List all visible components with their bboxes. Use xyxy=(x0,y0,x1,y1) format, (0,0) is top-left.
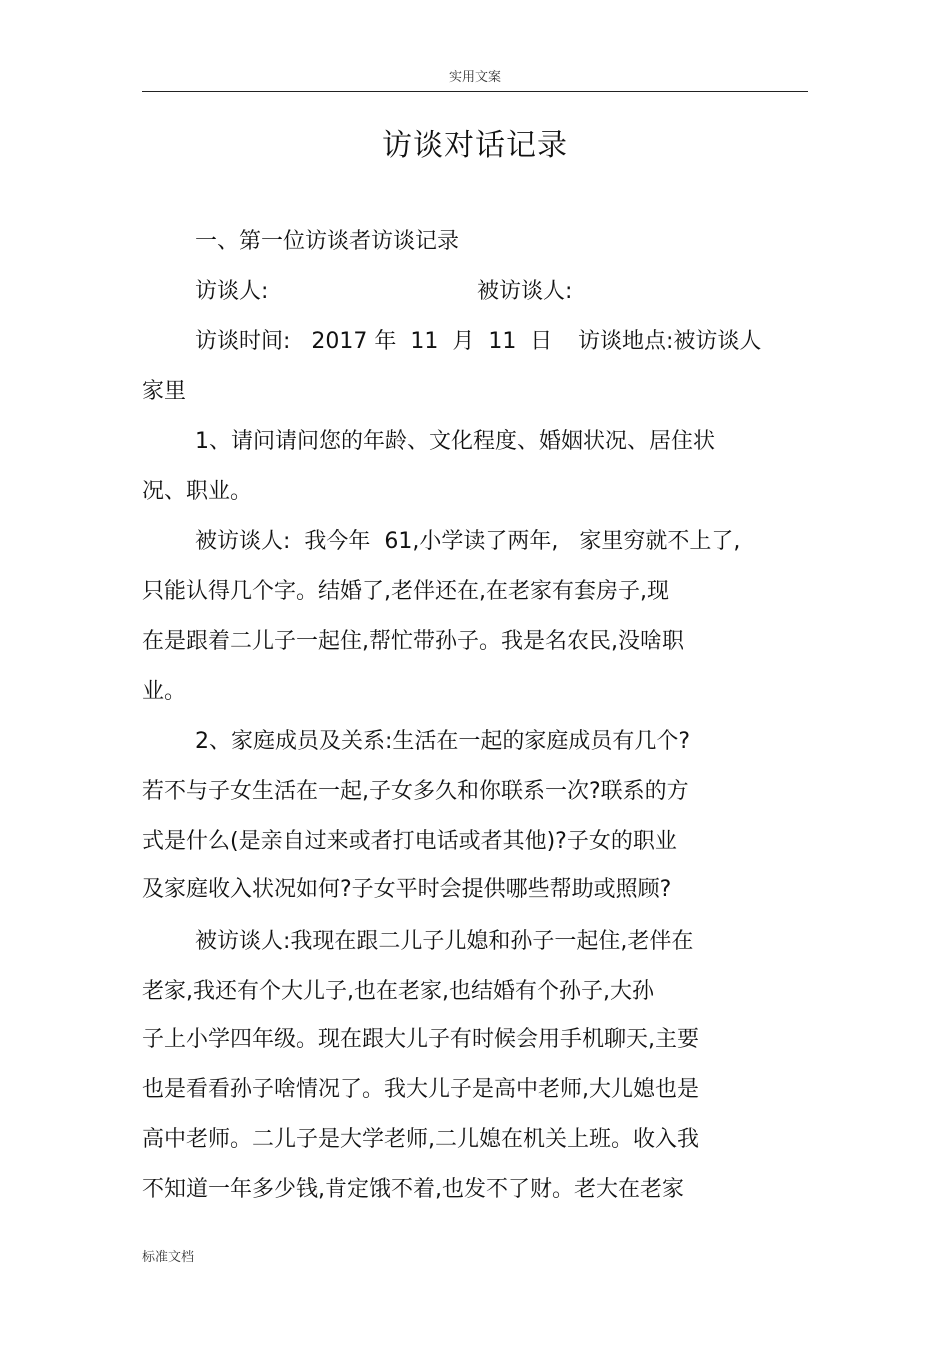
question-line: 若不与子女生活在一起,子女多久和你联系一次?联系的方 xyxy=(142,779,689,804)
section-heading: 一、第一位访谈者访谈记录 xyxy=(195,229,460,254)
question-line: 2、家庭成员及关系:生活在一起的家庭成员有几个? xyxy=(195,729,691,754)
paragraph-line: 家里 xyxy=(142,379,187,404)
answer-line: 高中老师。二儿子是大学老师,二儿媳在机关上班。收入我 xyxy=(142,1127,699,1152)
question-line: 1、请问请问您的年龄、文化程度、婚姻状况、居住状 xyxy=(195,429,715,454)
interview-location: 访谈地点:被访谈人 xyxy=(578,329,762,354)
question-line: 及家庭收入状况如何?子女平时会提供哪些帮助或照顾? xyxy=(142,877,672,902)
document-title: 访谈对话记录 xyxy=(382,128,568,163)
page-header: 实用文案 xyxy=(448,70,501,85)
answer-line: 被访谈人: 我今年 61,小学读了两年, 家里穷就不上了, xyxy=(195,529,741,554)
interviewee-label: 被访谈人: xyxy=(477,279,573,304)
interview-time: 访谈时间: 2017 年 11 月 11 日 xyxy=(195,329,553,354)
answer-line: 老家,我还有个大儿子,也在老家,也结婚有个孙子,大孙 xyxy=(142,979,654,1004)
page-footer: 标准文档 xyxy=(142,1250,195,1265)
answer-line: 也是看看孙子啥情况了。我大儿子是高中老师,大儿媳也是 xyxy=(142,1077,699,1102)
answer-line: 不知道一年多少钱,肯定饿不着,也发不了财。老大在老家 xyxy=(142,1177,684,1202)
question-line: 式是什么(是亲自过来或者打电话或者其他)?子女的职业 xyxy=(142,829,677,854)
answer-line: 业。 xyxy=(142,679,187,704)
answer-line: 只能认得几个字。结婚了,老伴还在,在老家有套房子,现 xyxy=(142,579,669,604)
answer-line: 在是跟着二儿子一起住,帮忙带孙子。我是名农民,没啥职 xyxy=(142,629,684,654)
answer-line: 被访谈人:我现在跟二儿子儿媳和孙子一起住,老伴在 xyxy=(195,929,694,954)
interviewer-label: 访谈人: xyxy=(195,279,269,304)
answer-line: 子上小学四年级。现在跟大儿子有时候会用手机聊天,主要 xyxy=(142,1027,699,1052)
header-divider xyxy=(142,91,808,92)
question-line: 况、职业。 xyxy=(142,479,253,504)
